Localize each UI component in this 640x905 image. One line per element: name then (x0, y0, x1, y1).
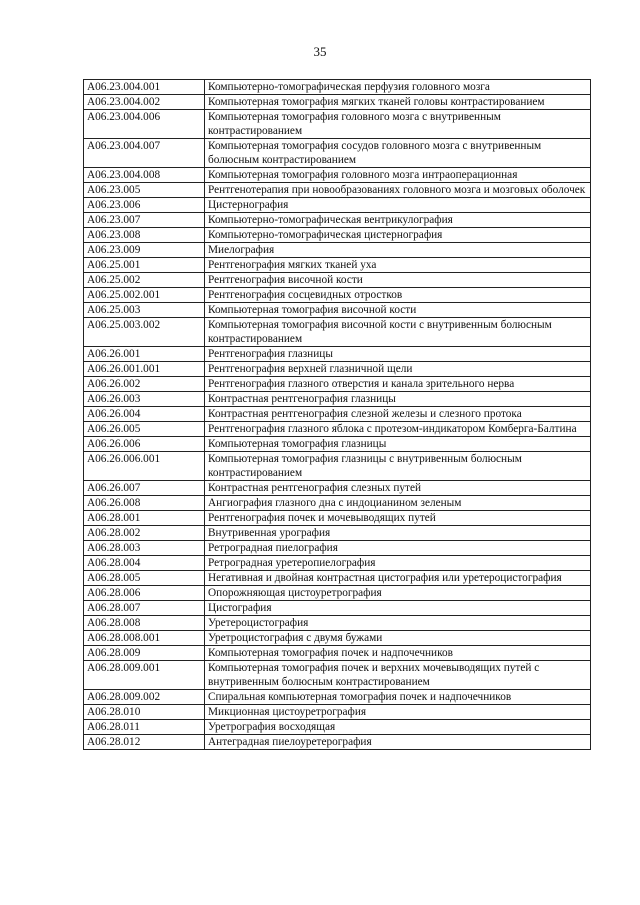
procedure-code-cell: А06.23.004.008 (84, 168, 205, 183)
table-row (84, 258, 591, 273)
procedure-code-cell: А06.23.004.006 (84, 110, 205, 139)
procedure-name-cell: Компьютерно-томографическая вентрикулография (205, 213, 591, 228)
procedure-name-cell: Компьютерная томография сосудов головного мозга с внутривенным болюсным контрастированием (205, 139, 591, 168)
procedure-code-cell: А06.25.002.001 (84, 288, 205, 303)
procedure-name-cell: Уретроцистография с двумя бужами (205, 631, 591, 646)
table-row (84, 690, 591, 705)
procedure-code-cell: А06.23.005 (84, 183, 205, 198)
procedure-name-cell: Рентгенография сосцевидных отростков (205, 288, 591, 303)
procedure-name-cell: Контрастная рентгенография глазницы (205, 392, 591, 407)
procedure-code-cell: А06.28.008 (84, 616, 205, 631)
procedure-code-cell: А06.28.009.001 (84, 661, 205, 690)
procedure-name-cell: Миелография (205, 243, 591, 258)
table-row (84, 407, 591, 422)
table-row (84, 362, 591, 377)
table-row (84, 496, 591, 511)
table-row (84, 556, 591, 571)
table-row (84, 80, 591, 95)
procedure-name-cell: Компьютерно-томографическая цистернография (205, 228, 591, 243)
procedure-code-cell: А06.26.008 (84, 496, 205, 511)
procedure-name-cell: Ретроградная уретеропиелография (205, 556, 591, 571)
table-row (84, 183, 591, 198)
procedure-code-cell: А06.28.009 (84, 646, 205, 661)
table-row (84, 288, 591, 303)
page-number: 35 (313, 44, 327, 59)
procedure-code-cell: А06.25.002 (84, 273, 205, 288)
procedure-name-cell: Компьютерно-томографическая перфузия головного мозга (205, 80, 591, 95)
procedure-code-cell: А06.28.003 (84, 541, 205, 556)
procedure-code-cell: А06.23.007 (84, 213, 205, 228)
procedure-code-cell: А06.26.006.001 (84, 452, 205, 481)
procedure-name-cell: Рентгенография почек и мочевыводящих путей (205, 511, 591, 526)
procedure-name-cell: Рентгенография глазницы (205, 347, 591, 362)
procedure-code-cell: А06.23.009 (84, 243, 205, 258)
procedure-code-cell: А06.28.004 (84, 556, 205, 571)
table-row (84, 511, 591, 526)
procedure-code-cell: А06.25.003.002 (84, 318, 205, 347)
procedure-code-cell: А06.28.006 (84, 586, 205, 601)
procedure-name-cell: Цистернография (205, 198, 591, 213)
procedure-code-cell: А06.26.006 (84, 437, 205, 452)
table-row (84, 631, 591, 646)
procedure-name-cell: Ангиография глазного дна с индоцианином зеленым (205, 496, 591, 511)
procedure-code-cell: А06.23.008 (84, 228, 205, 243)
procedure-name-cell: Компьютерная томография глазницы с внутривенным болюсным контрастированием (205, 452, 591, 481)
table-row (84, 541, 591, 556)
procedure-code-cell: А06.26.001 (84, 347, 205, 362)
procedure-name-cell: Компьютерная томография височной кости с внутривенным болюсным контрастированием (205, 318, 591, 347)
procedure-code-cell: А06.28.008.001 (84, 631, 205, 646)
table-row (84, 735, 591, 750)
table-row (84, 437, 591, 452)
procedure-name-cell: Спиральная компьютерная томография почек и надпочечников (205, 690, 591, 705)
procedure-code-cell: А06.28.002 (84, 526, 205, 541)
table-row (84, 243, 591, 258)
procedure-code-cell: А06.26.003 (84, 392, 205, 407)
procedure-name-cell: Компьютерная томография мягких тканей головы контрастированием (205, 95, 591, 110)
procedure-code-cell: А06.28.005 (84, 571, 205, 586)
procedure-code-cell: А06.26.002 (84, 377, 205, 392)
procedure-code-cell: А06.28.011 (84, 720, 205, 735)
procedure-code-cell: А06.23.004.007 (84, 139, 205, 168)
table-row (84, 422, 591, 437)
procedure-name-cell: Уретероцистография (205, 616, 591, 631)
table-row (84, 586, 591, 601)
table-row (84, 481, 591, 496)
procedure-name-cell: Контрастная рентгенография слезных путей (205, 481, 591, 496)
procedure-name-cell: Рентгенография мягких тканей уха (205, 258, 591, 273)
procedure-code-cell: А06.26.004 (84, 407, 205, 422)
procedure-code-cell: А06.25.001 (84, 258, 205, 273)
procedure-code-cell: А06.25.003 (84, 303, 205, 318)
procedure-code-cell: А06.28.010 (84, 705, 205, 720)
table-row (84, 705, 591, 720)
table-row (84, 661, 591, 690)
procedure-name-cell: Рентгенография глазного яблока с протезом-индикатором Комберга-Балтина (205, 422, 591, 437)
table-row (84, 377, 591, 392)
procedure-code-cell: А06.23.004.001 (84, 80, 205, 95)
table-row (84, 273, 591, 288)
procedure-code-cell: А06.28.012 (84, 735, 205, 750)
procedure-name-cell: Рентгенография верхней глазничной щели (205, 362, 591, 377)
table-row (84, 452, 591, 481)
procedure-codes-table (83, 79, 591, 750)
table-row (84, 95, 591, 110)
procedure-name-cell: Антеградная пиелоуретерография (205, 735, 591, 750)
procedure-name-cell: Контрастная рентгенография слезной железы и слезного протока (205, 407, 591, 422)
procedure-code-cell: А06.23.006 (84, 198, 205, 213)
procedure-name-cell: Компьютерная томография головного мозга интраоперационная (205, 168, 591, 183)
table-row (84, 720, 591, 735)
table-row (84, 601, 591, 616)
procedure-name-cell: Цистография (205, 601, 591, 616)
table-row (84, 392, 591, 407)
procedure-name-cell: Компьютерная томография почек и верхних мочевыводящих путей с внутривенным болюсным контрастированием (205, 661, 591, 690)
table-row (84, 571, 591, 586)
table-row (84, 228, 591, 243)
procedure-name-cell: Ретроградная пиелография (205, 541, 591, 556)
procedure-code-cell: А06.26.001.001 (84, 362, 205, 377)
table-row (84, 139, 591, 168)
procedure-code-cell: А06.26.007 (84, 481, 205, 496)
table-row (84, 110, 591, 139)
procedure-name-cell: Внутривенная урография (205, 526, 591, 541)
procedure-name-cell: Рентгенотерапия при новообразованиях головного мозга и мозговых оболочек (205, 183, 591, 198)
procedure-code-cell: А06.28.009.002 (84, 690, 205, 705)
table-row (84, 646, 591, 661)
table-row (84, 303, 591, 318)
procedure-code-cell: А06.28.001 (84, 511, 205, 526)
table-row (84, 526, 591, 541)
procedure-code-cell: А06.23.004.002 (84, 95, 205, 110)
procedure-name-cell: Уретрография восходящая (205, 720, 591, 735)
table-row (84, 347, 591, 362)
table-row (84, 198, 591, 213)
procedure-name-cell: Компьютерная томография головного мозга с внутривенным контрастированием (205, 110, 591, 139)
table-row (84, 168, 591, 183)
table-row (84, 616, 591, 631)
table-row (84, 318, 591, 347)
procedure-code-cell: А06.28.007 (84, 601, 205, 616)
procedure-name-cell: Компьютерная томография височной кости (205, 303, 591, 318)
procedure-name-cell: Рентгенография височной кости (205, 273, 591, 288)
procedure-name-cell: Компьютерная томография глазницы (205, 437, 591, 452)
table-body (84, 80, 591, 750)
procedure-name-cell: Компьютерная томография почек и надпочечников (205, 646, 591, 661)
table-row (84, 213, 591, 228)
procedure-name-cell: Микционная цистоуретрография (205, 705, 591, 720)
procedure-name-cell: Опорожняющая цистоуретрография (205, 586, 591, 601)
procedure-code-cell: А06.26.005 (84, 422, 205, 437)
procedure-name-cell: Негативная и двойная контрастная цистография или уретероцистография (205, 571, 591, 586)
procedure-name-cell: Рентгенография глазного отверстия и канала зрительного нерва (205, 377, 591, 392)
